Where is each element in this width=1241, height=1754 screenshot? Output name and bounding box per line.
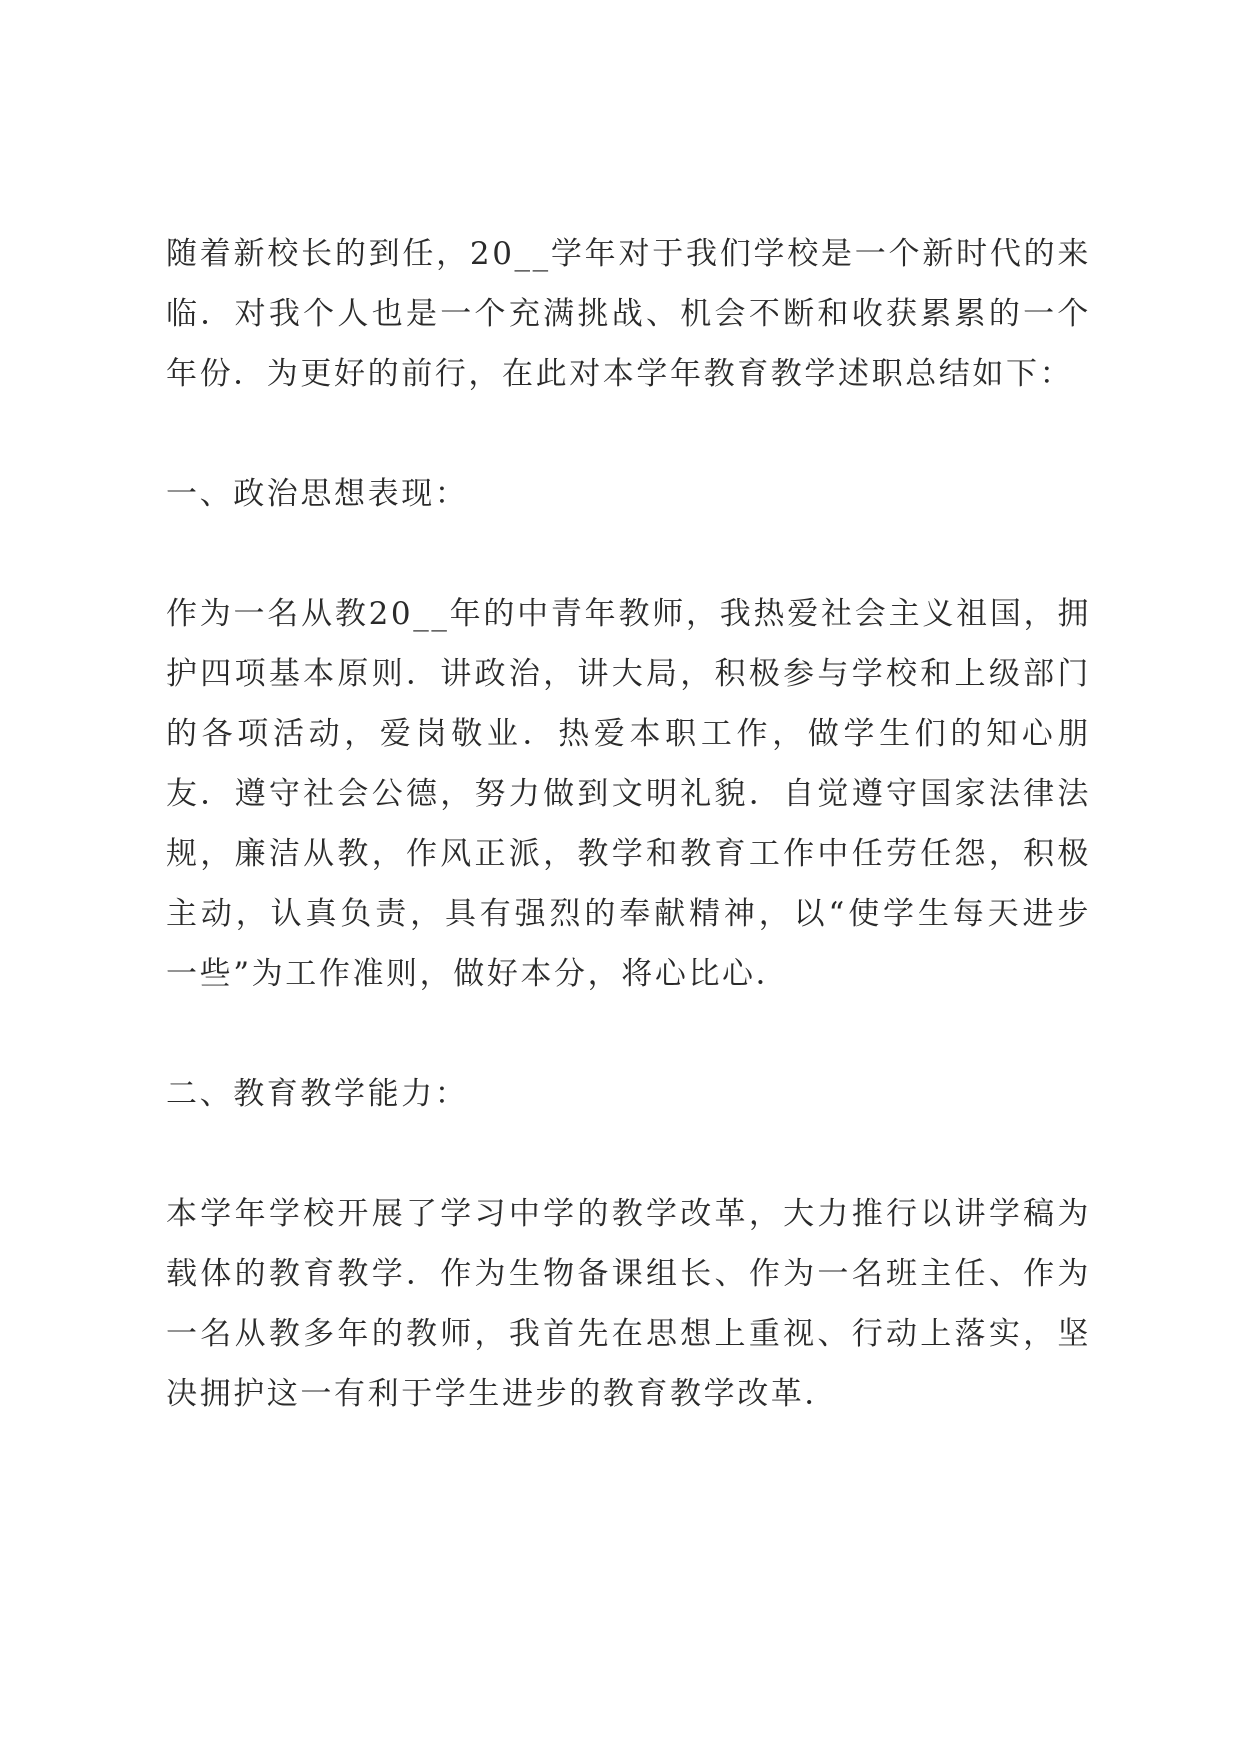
paragraph-gap <box>166 1124 1091 1184</box>
paragraph-gap <box>166 1004 1091 1064</box>
politics-paragraph: 作为一名从教20__年的中青年教师，我热爱社会主义祖国，拥护四项基本原则．讲政治，讲大局，积极参与学校和上级部门的各项活动，爱岗敬业．热爱本职工作，做学生们的知心朋友．遵守社会公德，努力做到文明礼貌．自觉遵守国家法律法规，廉洁从教，作风正派，教学和教育工作中任劳任怨，积极主动，认真负责，具有强烈的奉献精神，以“使学生每天进步一些”为工作准则，做好本分，将心比心． <box>166 596 1091 992</box>
paragraph-gap <box>166 404 1091 464</box>
section-heading-teaching: 二、教育教学能力： <box>166 1076 469 1112</box>
section-heading-politics: 一、政治思想表现： <box>166 476 469 512</box>
intro-paragraph: 随着新校长的到任，20__学年对于我们学校是一个新时代的来临．对我个人也是一个充满挑战、机会不断和收获累累的一个年份．为更好的前行，在此对本学年教育教学述职总结如下： <box>166 236 1091 392</box>
document-body <box>166 224 1091 1424</box>
paragraph-gap <box>166 524 1091 584</box>
teaching-paragraph: 本学年学校开展了学习中学的教学改革，大力推行以讲学稿为载体的教育教学．作为生物备课组长、作为一名班主任、作为一名从教多年的教师，我首先在思想上重视、行动上落实，坚决拥护这一有利于学生进步的教育教学改革． <box>166 1196 1091 1412</box>
